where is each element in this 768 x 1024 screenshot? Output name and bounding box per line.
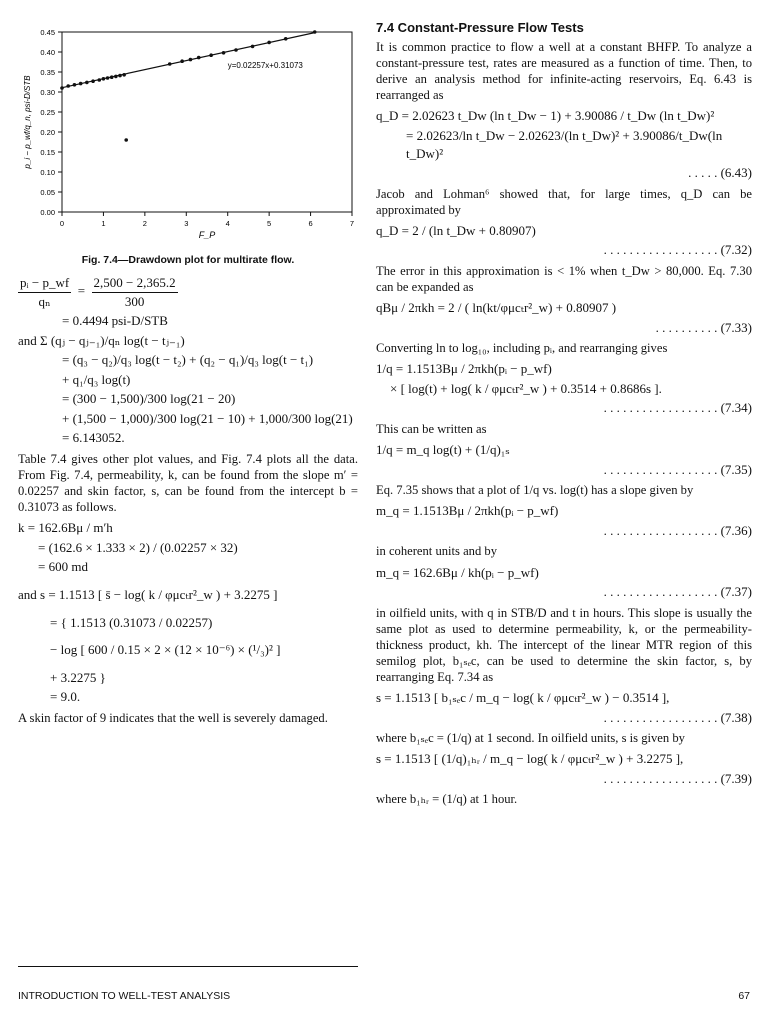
- data-point: [189, 58, 193, 62]
- eq738-number: . . . . . . . . . . . . . . . . . . (7.38): [603, 709, 752, 725]
- left-para2: A skin factor of 9 indicates that the well is severely damaged.: [18, 710, 328, 725]
- left-column: [18, 20, 358, 730]
- right-para7: in coherent units and by: [376, 544, 498, 559]
- eq738: s = 1.1513 [ b₁ₛₑc / m_q − log( k / φμcₜr²_w ) − 0.3514 ],: [376, 690, 670, 706]
- y-tick-label: 0.40: [40, 48, 55, 57]
- eq734-number: . . . . . . . . . . . . . . . . . . (7.34): [603, 400, 752, 416]
- data-point: [118, 74, 122, 78]
- y-tick-label: 0.20: [40, 128, 55, 137]
- x-axis-label: F_P: [198, 230, 216, 240]
- page-number: 67: [738, 990, 750, 1002]
- x-tick-label: 4: [225, 219, 230, 228]
- figure-caption: Fig. 7.4—Drawdown plot for multirate flow.: [81, 254, 295, 266]
- sum-eq: and Σ (qⱼ − qⱼ₋₁)/qₙ log(t − tⱼ₋₁): [18, 332, 185, 348]
- right-para9: where b₁ₛₑc = (1/q) at 1 second. In oilfield units, s is given by: [376, 731, 685, 746]
- right-para3: The error in this approximation is < 1% when t_Dw > 80,000. Eq. 7.30 can be expanded as: [376, 263, 752, 295]
- right-para4: Converting ln to log₁₀, including pᵢ, and rearranging gives: [376, 341, 668, 356]
- sum-line2: = (q₃ − q₂)/q₃ log(t − t₂) + (q₂ − q₁)/q₃ log(t − t₁): [62, 352, 314, 368]
- eq1-rhs-num: 2,500 − 2,365.2: [92, 274, 178, 293]
- y-tick-label: 0.05: [40, 188, 55, 197]
- sum-line3: + q₁/q₃ log(t): [62, 371, 131, 387]
- eq733: qBμ / 2πkh = 2 / ( ln(kt/φμcₜr²_w) + 0.80907 ): [376, 300, 617, 316]
- eq735-number: . . . . . . . . . . . . . . . . . . (7.35): [603, 461, 752, 477]
- y-tick-label: 0.00: [40, 208, 55, 217]
- x-tick-label: 7: [349, 219, 355, 228]
- eq1-lhs-den: qₙ: [38, 293, 51, 309]
- data-point: [313, 30, 317, 34]
- right-para2: Jacob and Lohman⁶ showed that, for large times, q_D can be approximated by: [376, 186, 752, 217]
- y-tick-label: 0.35: [40, 68, 55, 77]
- eq734b: × [ log(t) + log( k / φμcₜr²_w ) + 0.3514 + 0.8686s ].: [390, 380, 662, 396]
- data-point: [102, 77, 106, 81]
- data-point: [267, 41, 271, 45]
- eq643b-text: = 2.02623/ln t_Dw − 2.02623/(ln t_Dw)² + 3.90086/t_Dw(ln t_Dw)²: [406, 127, 723, 161]
- data-point: [180, 59, 184, 63]
- right-para6: Eq. 7.35 shows that a plot of 1/q vs. log(t) has a slope given by: [376, 483, 694, 498]
- eq733-number: . . . . . . . . . . (7.33): [655, 319, 752, 335]
- k-eq2: = (162.6 × 1.333 × 2) / (0.02257 × 32): [38, 539, 238, 555]
- x-tick-label: 1: [101, 219, 106, 228]
- trendline-equation: y=0.02257x+0.31073: [227, 61, 303, 70]
- k-result: = 600 md: [38, 559, 88, 575]
- eq736: m_q = 1.1513Bμ / 2πkh(pᵢ − p_wf): [376, 503, 559, 519]
- eq736-number: . . . . . . . . . . . . . . . . . . (7.36): [603, 522, 752, 538]
- s-eq3: − log [ 600 / 0.15 × 2 × (12 × 10⁻⁶) × (¹/₃)² ]: [50, 642, 281, 658]
- eq734a: 1/q = 1.1513Bμ / 2πkh(pᵢ − p_wf): [376, 361, 552, 377]
- x-tick-label: 3: [184, 219, 189, 228]
- data-point: [222, 51, 226, 55]
- data-point: [284, 37, 288, 41]
- eq643-number: . . . . . (6.43): [688, 165, 752, 181]
- data-point: [91, 79, 95, 83]
- right-para8: in oilfield units, with q in STB/D and t in hours. This slope is usually the same plot as used to determine permeability, k, or the permeability-thickness product, kh. The intercept of the linear MTR region of this semilog plot, b₁ₛₑc, can be used to determine the skin factor, s, by rearranging Eq. 7.34 as: [376, 605, 752, 685]
- footer-title: INTRODUCTION TO WELL-TEST ANALYSIS: [18, 990, 231, 1002]
- y-tick-label: 0.15: [40, 148, 55, 157]
- left-para1: Table 7.4 gives other plot values, and Fig. 7.4 plots all the data. From Fig. 7.4, permeability, k, can be found from the slope m′ = 0.02257 and skin factor, s, can be found from the intercept b = 0.31073 as follows.: [18, 451, 358, 515]
- y-tick-label: 0.25: [40, 108, 55, 117]
- eq1-result: = 0.4494 psi-D/STB: [62, 313, 168, 329]
- eq-pressure-ratio: $\frac{\text{pᵢ − p\_wf}}{\text{qₙ}}$ = $\frac{2,500 - 2,365.2}{300}$: [20, 275, 176, 309]
- data-point: [73, 83, 77, 87]
- eq643b: [376, 127, 752, 162]
- footer-rule: [18, 966, 358, 967]
- data-point: [66, 84, 70, 88]
- data-point: [234, 48, 238, 52]
- data-point: [110, 75, 114, 79]
- right-para5: This can be written as: [376, 422, 487, 436]
- eq739: s = 1.1513 [ (1/q)₁ₕᵣ / m_q − log( k / φμcₜr²_w ) + 3.2275 ],: [376, 751, 684, 767]
- eq735: 1/q = m_q log(t) + (1/q)₁ₛ: [376, 442, 510, 458]
- right-para1: It is common practice to flow a well at a constant BHFP. To analyze a constant-pressure test, rates are measured as a function of time. Then, to derive an analysis method for infinite-acting reservoirs, Eq. 6.43 is rearranged as: [376, 40, 752, 103]
- data-point: [106, 76, 110, 80]
- sum-line4: = (300 − 1,500)/300 log(21 − 20): [62, 391, 236, 407]
- eq732: q_D = 2 / (ln t_Dw + 0.80907): [376, 222, 536, 238]
- x-tick-label: 6: [308, 219, 313, 228]
- eq739-number: . . . . . . . . . . . . . . . . . . (7.39): [603, 770, 752, 786]
- data-point: [209, 53, 213, 57]
- s-result: = 9.0.: [50, 689, 81, 705]
- eq1-lhs-num: pᵢ − p_wf: [18, 274, 71, 293]
- y-tick-label: 0.10: [40, 168, 55, 177]
- data-point: [85, 81, 89, 85]
- section-heading: 7.4 Constant-Pressure Flow Tests: [376, 20, 584, 35]
- y-tick-label: 0.45: [40, 28, 55, 37]
- x-tick-label: 2: [142, 219, 147, 228]
- y-tick-label: 0.30: [40, 88, 55, 97]
- eq643a: q_D = 2.02623 t_Dw (ln t_Dw − 1) + 3.90086 / t_Dw (ln t_Dw)²: [376, 108, 715, 124]
- plot-frame: [62, 32, 352, 212]
- eq732-number: . . . . . . . . . . . . . . . . . . (7.32): [603, 242, 752, 258]
- s-eq: and s = 1.1513 [ s̄ − log( k / φμcₜr²_w ) + 3.2275 ]: [18, 587, 278, 602]
- right-para10: where b₁ₕᵣ = (1/q) at 1 hour.: [376, 792, 518, 807]
- s-eq2: = { 1.1513 (0.31073 / 0.02257): [50, 614, 213, 630]
- chart-svg: [18, 20, 358, 252]
- y-axis-label: p_i − p_wf/q_n, psi-D/STB: [23, 75, 32, 169]
- s-eq4: + 3.2275 }: [50, 669, 106, 685]
- sum-result: = 6.143052.: [62, 430, 125, 446]
- eq737-number: . . . . . . . . . . . . . . . . . . (7.37): [603, 584, 752, 600]
- sum-line5: + (1,500 − 1,000)/300 log(21 − 10) + 1,000/300 log(21): [62, 410, 353, 426]
- eq1-rhs-den: 300: [124, 293, 145, 309]
- data-point: [251, 45, 255, 49]
- eq737: m_q = 162.6Bμ / kh(pᵢ − p_wf): [376, 564, 539, 580]
- x-tick-label: 0: [59, 219, 65, 228]
- data-point: [124, 138, 128, 142]
- x-tick-label: 5: [267, 219, 272, 228]
- data-point: [122, 73, 126, 77]
- right-column: [376, 20, 752, 812]
- data-point: [114, 75, 118, 79]
- data-point: [60, 86, 64, 90]
- data-point: [97, 78, 101, 82]
- k-eq: k = 162.6Bμ / m′h: [18, 520, 113, 536]
- data-point: [79, 82, 83, 86]
- drawdown-chart: [18, 20, 358, 252]
- data-point: [197, 56, 201, 60]
- data-point: [168, 62, 172, 66]
